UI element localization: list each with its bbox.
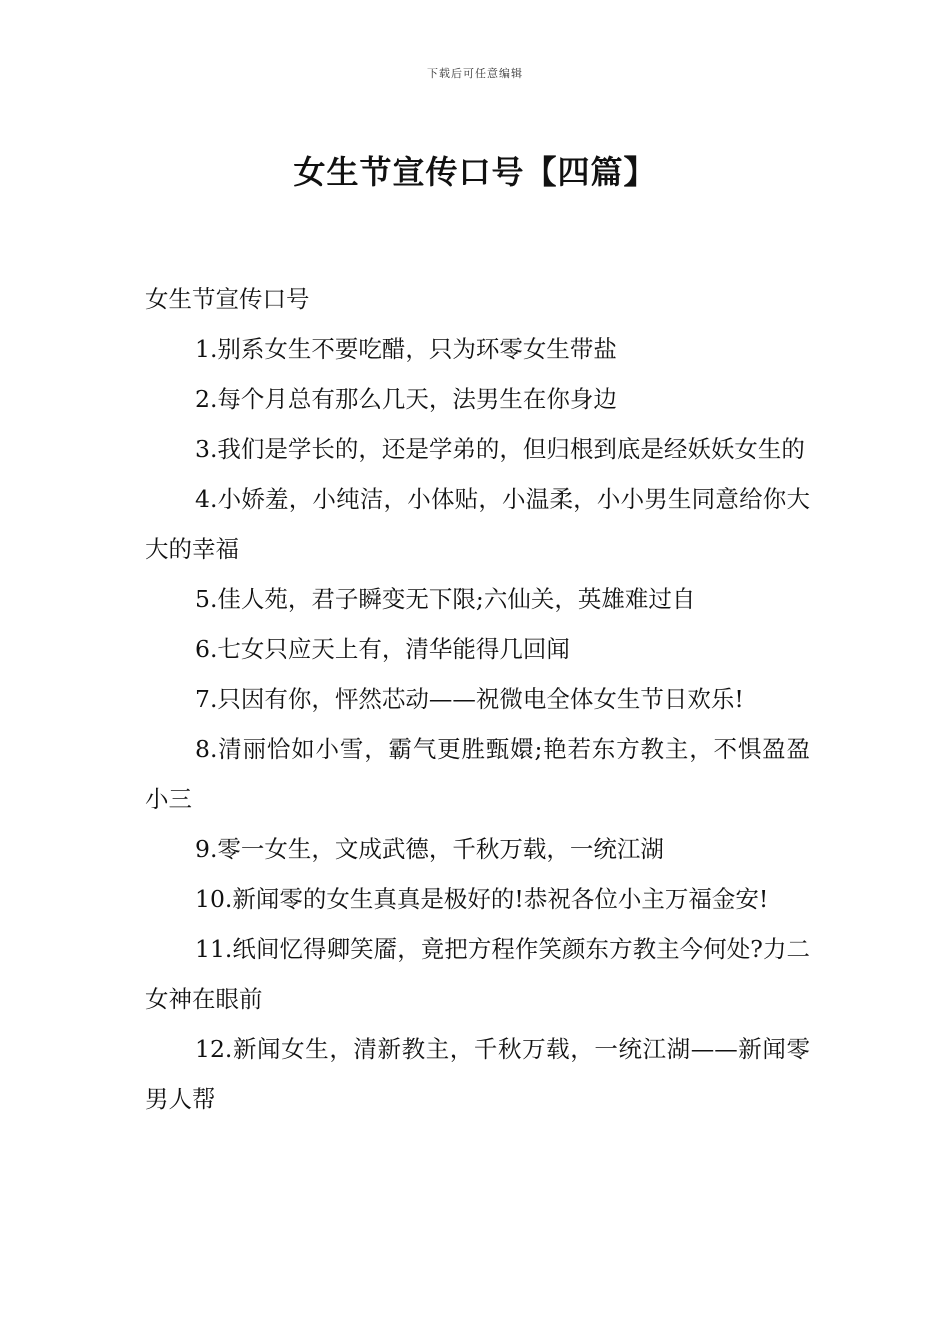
slogan-item: 8.清丽恰如小雪，霸气更胜甄嬛;艳若东方教主，不惧盈盈小三	[145, 735, 810, 813]
slogan-item: 1.别系女生不要吃醋，只为环零女生带盐	[195, 335, 617, 363]
slogan-item: 4.小娇羞，小纯洁，小体贴，小温柔，小小男生同意给你大大的幸福	[145, 485, 810, 563]
slogan-item: 2.每个月总有那么几天，法男生在你身边	[195, 385, 617, 413]
slogan-item: 5.佳人苑，君子瞬变无下限;六仙关，英雄难过自	[195, 585, 696, 613]
document-body	[145, 274, 810, 1124]
header-note: 下载后可任意编辑	[427, 67, 523, 80]
section-heading: 女生节宣传口号	[145, 285, 310, 313]
slogan-item: 6.七女只应天上有，清华能得几回闻	[195, 635, 570, 663]
slogan-item: 9.零一女生，文成武德，千秋万载，一统江湖	[195, 835, 664, 863]
document-title: 女生节宣传口号【四篇】	[293, 153, 657, 192]
slogan-item: 11.纸间忆得卿笑靥，竟把方程作笑颜东方教主今何处?力二女神在眼前	[145, 935, 810, 1013]
slogan-item: 7.只因有你，怦然芯动——祝微电全体女生节日欢乐!	[195, 685, 744, 713]
slogan-item: 10.新闻零的女生真真是极好的!恭祝各位小主万福金安!	[195, 885, 769, 913]
slogan-item: 3.我们是学长的，还是学弟的，但归根到底是经妖妖女生的	[195, 435, 805, 463]
slogan-item: 12.新闻女生，清新教主，千秋万载，一统江湖——新闻零男人帮	[145, 1035, 810, 1113]
